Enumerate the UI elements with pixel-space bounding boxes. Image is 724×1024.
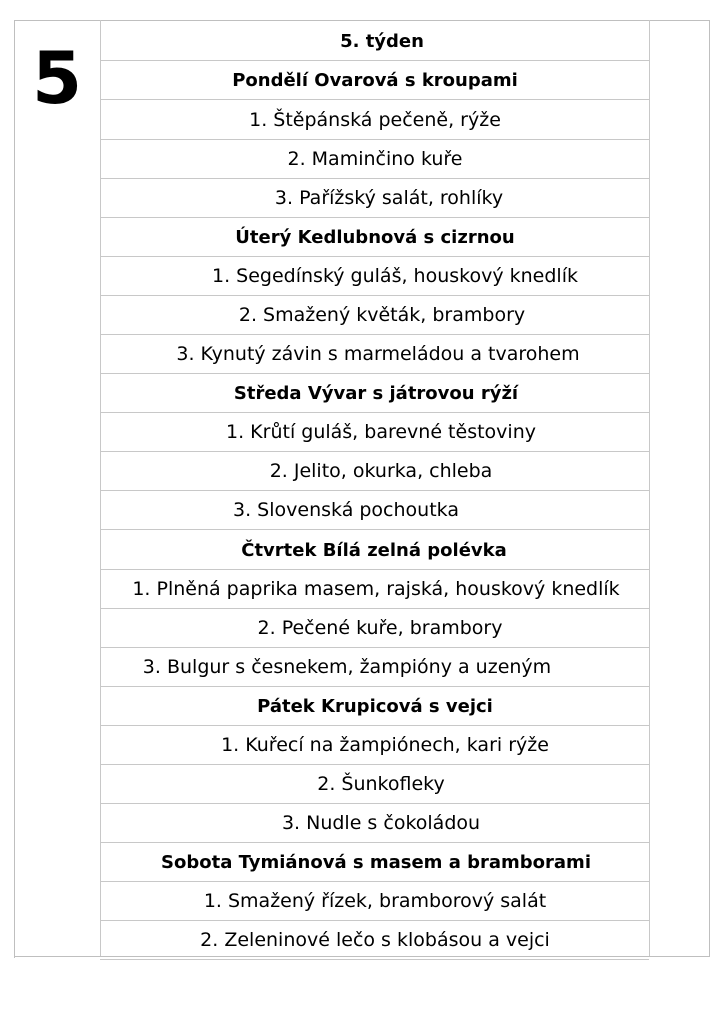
menu-item-row xyxy=(100,101,649,140)
menu-heading-row xyxy=(100,843,649,882)
table-border xyxy=(709,20,710,957)
menu-item-text: 1. Segedínský guláš, houskový knedlík xyxy=(211,265,579,287)
menu-heading-row xyxy=(100,531,649,570)
menu-item-row xyxy=(100,491,649,530)
menu-heading-text: Pátek Krupicová s vejci xyxy=(257,695,493,717)
menu-item-text: 1. Kuřecí na žampiónech, kari rýže xyxy=(221,734,549,756)
menu-item-text: 2. Šunkofleky xyxy=(317,773,445,795)
menu-item-text: 1. Smažený řízek, bramborový salát xyxy=(203,890,547,912)
menu-item-text: 3. Bulgur s česnekem, žampióny a uzeným xyxy=(142,656,552,678)
menu-item-row xyxy=(100,765,649,804)
menu-item-text: 1. Štěpánská pečeně, rýže xyxy=(249,109,501,131)
menu-heading-text: Sobota Tymiánová s masem a bramborami xyxy=(161,851,591,873)
menu-item-row xyxy=(100,726,649,765)
menu-item-row xyxy=(100,257,649,296)
menu-heading-text: 5. týden xyxy=(340,30,424,52)
menu-item-row xyxy=(100,140,649,179)
menu-heading-text: Čtvrtek Bílá zelná polévka xyxy=(241,539,507,561)
column-divider xyxy=(649,20,650,957)
menu-item-text: 2. Zeleninové lečo s klobásou a vejci xyxy=(200,929,550,951)
menu-item-row xyxy=(100,179,649,218)
menu-item-row xyxy=(100,452,649,491)
menu-item-row xyxy=(100,648,649,687)
menu-heading-row xyxy=(100,22,649,61)
menu-item-row xyxy=(100,921,649,960)
menu-item-text: 3. Slovenská pochoutka xyxy=(233,499,459,521)
menu-item-row xyxy=(100,882,649,921)
menu-item-row xyxy=(100,335,649,374)
menu-item-text: 2. Maminčino kuře xyxy=(287,148,463,170)
menu-item-text: 3. Nudle s čokoládou xyxy=(281,812,481,834)
menu-heading-text: Středa Vývar s játrovou rýží xyxy=(233,382,519,404)
menu-heading-row xyxy=(100,218,649,257)
menu-item-row xyxy=(100,296,649,335)
menu-item-row xyxy=(100,609,649,648)
menu-item-text: 2. Pečené kuře, brambory xyxy=(257,617,503,639)
menu-item-row xyxy=(100,804,649,843)
menu-heading-text: Úterý Kedlubnová s cizrnou xyxy=(235,226,515,248)
menu-heading-row xyxy=(100,374,649,413)
week-number: 5 xyxy=(31,36,83,120)
menu-item-text: 3. Pařížský salát, rohlíky xyxy=(274,187,504,209)
menu-item-text: 2. Smažený květák, brambory xyxy=(238,304,526,326)
menu-item-row xyxy=(100,413,649,452)
menu-heading-row xyxy=(100,61,649,100)
menu-heading-row xyxy=(100,687,649,726)
menu-item-text: 2. Jelito, okurka, chleba xyxy=(269,460,493,482)
menu-item-row xyxy=(100,570,649,609)
menu-item-text: 3. Kynutý závin s marmeládou a tvarohem xyxy=(176,343,580,365)
menu-item-text: 1. Plněná paprika masem, rajská, houskový knedlík xyxy=(132,578,620,600)
menu-item-text: 1. Krůtí guláš, barevné těstoviny xyxy=(226,421,536,443)
menu-heading-text: Pondělí Ovarová s kroupami xyxy=(232,69,518,91)
